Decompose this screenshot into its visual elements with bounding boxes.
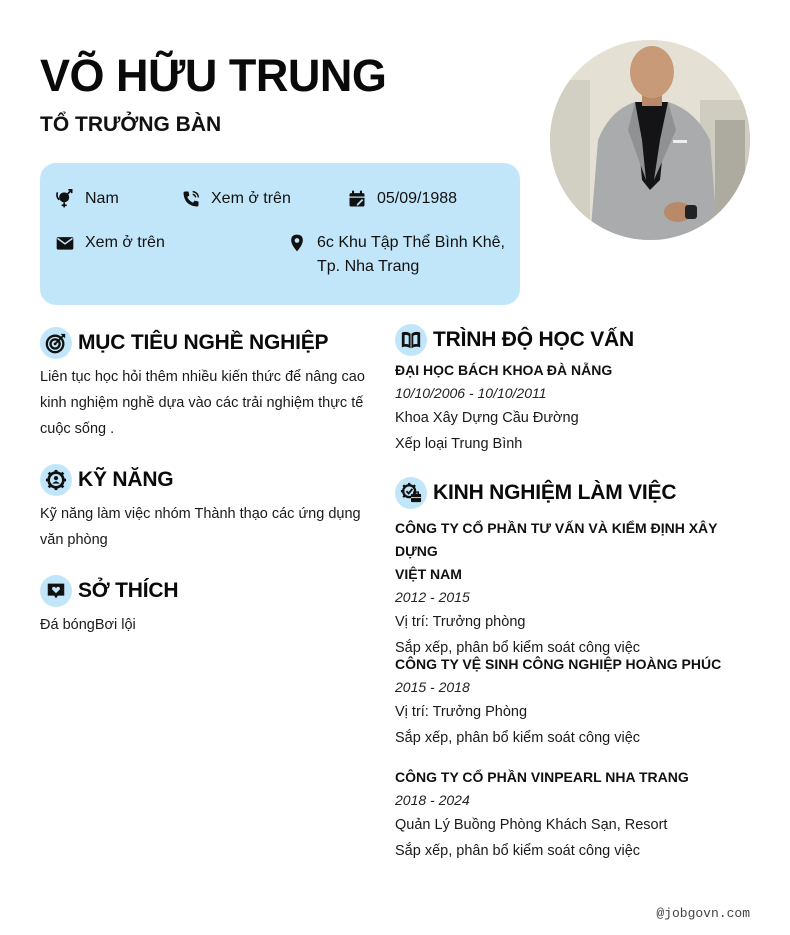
education-item (395, 359, 755, 457)
address-line-1: 6c Khu Tập Thể Bình Khê, (317, 234, 505, 251)
education-time: 10/10/2006 - 10/10/2011 (395, 385, 547, 401)
watermark: @jobgovn.com (656, 906, 750, 921)
company-name (395, 517, 755, 586)
contact-email (54, 231, 165, 255)
envelope-icon (54, 232, 76, 254)
address-line-2: Tp. Nha Trang (317, 258, 420, 275)
hobbies-line: Đá bóngBơi lội (40, 617, 136, 633)
contact-info-box (40, 163, 520, 305)
email-value: Xem ở trên (85, 234, 165, 251)
contact-birthday (346, 187, 457, 211)
objective-line: Liên tục học hỏi thêm nhiều kiến thức để nâng cao (40, 369, 365, 385)
experience-time: 2018 - 2024 (395, 792, 470, 808)
heart-message-icon (40, 575, 72, 607)
company-name: CÔNG TY VỆ SINH CÔNG NGHIỆP HOÀNG PHÚC (395, 656, 722, 672)
candidate-name: VÕ HỮU TRUNG (40, 50, 387, 101)
company-name: CÔNG TY CỔ PHẦN VINPEARL NHA TRANG (395, 769, 689, 785)
experience-time: 2012 - 2015 (395, 589, 470, 605)
section-skills-title: KỸ NĂNG (78, 468, 174, 491)
hobbies-text (40, 612, 370, 638)
book-icon (395, 324, 427, 356)
school-name: ĐẠI HỌC BÁCH KHOA ĐÀ NẴNG (395, 362, 613, 378)
contact-address (286, 231, 505, 279)
section-objective-header (40, 327, 328, 359)
section-skills-header (40, 464, 173, 496)
skills-line: văn phòng (40, 532, 108, 548)
avatar (550, 40, 750, 240)
section-education-header (395, 324, 634, 356)
gender-icon (54, 188, 76, 210)
section-experience-header (395, 477, 676, 509)
experience-position: Vị trí: Trưởng phòng (395, 614, 526, 630)
experience-description: Sắp xếp, phân bổ kiểm soát công việc (395, 730, 641, 746)
experience-position: Quản Lý Buồng Phòng Khách Sạn, Resort (395, 817, 668, 833)
gear-check-briefcase-icon (395, 477, 427, 509)
phone-icon (180, 188, 202, 210)
experience-item (395, 517, 755, 661)
section-experience-title: KINH NGHIỆM LÀM VIỆC (433, 481, 677, 504)
map-pin-icon (286, 232, 308, 254)
objective-line: cuộc sống . (40, 421, 115, 437)
gear-user-icon (40, 464, 72, 496)
phone-value: Xem ở trên (211, 190, 291, 207)
experience-description: Sắp xếp, phân bổ kiểm soát công việc (395, 843, 641, 859)
section-hobbies-header (40, 575, 178, 607)
education-grade: Xếp loại Trung Bình (395, 436, 523, 452)
avatar-photo (550, 40, 750, 240)
section-hobbies-title: SỞ THÍCH (78, 579, 179, 602)
education-major: Khoa Xây Dựng Cầu Đường (395, 410, 579, 426)
experience-position: Vị trí: Trưởng Phòng (395, 704, 528, 720)
skills-text (40, 501, 370, 553)
company-name-line: CÔNG TY CỔ PHẦN TƯ VẤN VÀ KIỂM ĐỊNH XÂY DỰNG (395, 520, 718, 559)
experience-item (395, 653, 755, 751)
objective-line: kinh nghiệm nghề dựa vào các trải nghiệm thực tế (40, 395, 364, 411)
section-objective-title: MỤC TIÊU NGHỀ NGHIỆP (78, 331, 329, 354)
experience-description: Sắp xếp, phân bổ kiểm soát công việc (395, 640, 641, 656)
contact-gender (54, 187, 119, 211)
birthday-value: 05/09/1988 (377, 190, 458, 207)
skills-line: Kỹ năng làm việc nhóm Thành thạo các ứng dụng (40, 506, 361, 522)
calendar-icon (346, 188, 368, 210)
candidate-title: TỔ TRƯỞNG BÀN (40, 113, 222, 136)
experience-time: 2015 - 2018 (395, 679, 470, 695)
contact-phone (180, 187, 291, 211)
section-education-title: TRÌNH ĐỘ HỌC VẤN (433, 328, 634, 351)
experience-item (395, 766, 755, 864)
target-icon (40, 327, 72, 359)
objective-text (40, 364, 370, 442)
company-name-line: VIỆT NAM (395, 566, 462, 582)
gender-value: Nam (85, 190, 119, 207)
